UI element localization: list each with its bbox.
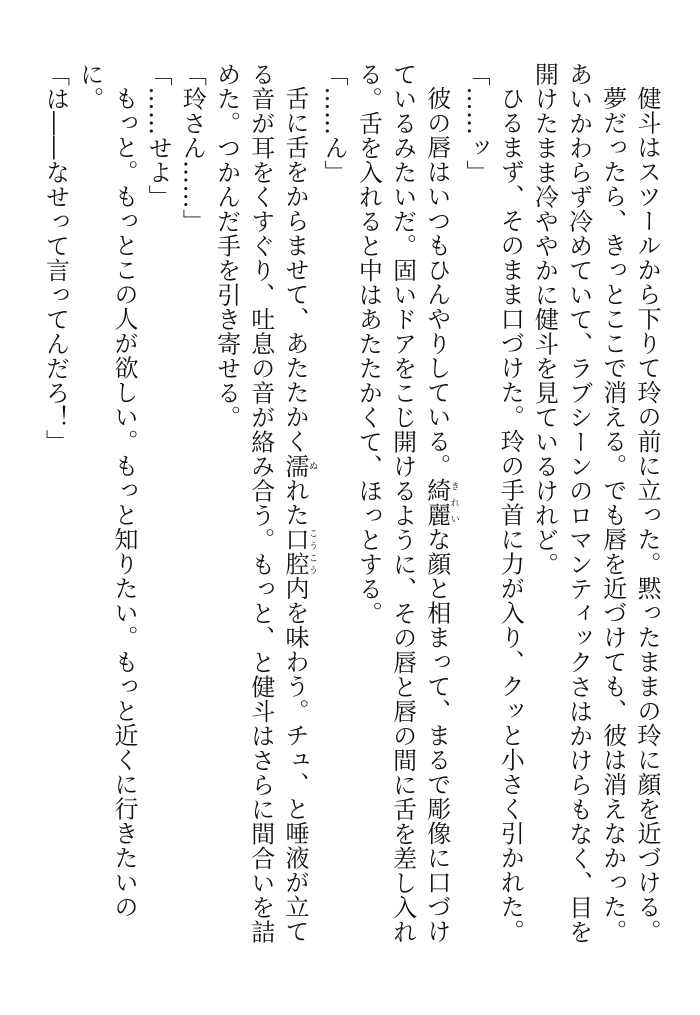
dialogue-line: 「……ん」 [320, 62, 349, 185]
ruby-word [280, 527, 317, 576]
dialogue-line: 「……ッ」 [461, 62, 490, 185]
ruby-base: 濡 [280, 453, 309, 478]
ruby-word [422, 478, 459, 527]
paragraph: ひるまず、そのまま口づけた。玲の手首に力が入り、クッと小さく引かれた。 [496, 86, 525, 944]
dialogue-line: 「は――なせって言ってんだろ！」 [41, 62, 70, 454]
text-segment: 舌に舌をからませて、あたたかく [280, 86, 309, 454]
paragraph: 夢だったら、きっとここで消える。でも唇を近づけても、彼は消えなかった。あいかわらず冷めていて、ラブシーンのロマンティックさはかけらもなく、目を開けたまま冷ややかに健斗を見ているけれど。 [530, 62, 627, 944]
ruby-reading: こうこう [306, 527, 317, 576]
dialogue-line: 「玲さん……」 [178, 62, 207, 234]
dialogue-line: 「……せよ」 [144, 62, 173, 209]
ruby-reading: きれい [448, 478, 459, 527]
text-segment: 内を味わう。チュ、と唾液が立てる音が耳をくすぐり、吐息の音が絡み合う。もっと、と健斗はさらに間合いを詰めた。つかんだ手を引き寄せる。 [212, 62, 309, 944]
paragraph: もっと。もっとこの人が欲しい。もっと知りたい。もっと近くに行きたいのに。 [75, 62, 138, 919]
ruby-word [280, 453, 317, 479]
ruby-reading: ぬ [306, 453, 317, 478]
vertical-text-body [38, 62, 664, 967]
ruby-base: 綺麗 [422, 478, 451, 527]
text-segment: れた [280, 478, 309, 527]
paragraph [209, 62, 317, 967]
text-segment: 彼の唇はいつもひんやりしている。 [422, 86, 451, 478]
paragraph: 健斗はスツールから下りて玲の前に立った。黙ったままの玲に顔を近づける。 [633, 86, 661, 944]
ruby-base: 口腔 [280, 527, 309, 576]
paragraph [351, 62, 459, 967]
text-segment: な顔と相まって、まるで彫像に口づけているみたいだ。固いドアをこじ開けるように、その唇と唇の間に舌を差し入れる。舌を入れると中はあたたかくて、ほっとする。 [354, 62, 451, 944]
